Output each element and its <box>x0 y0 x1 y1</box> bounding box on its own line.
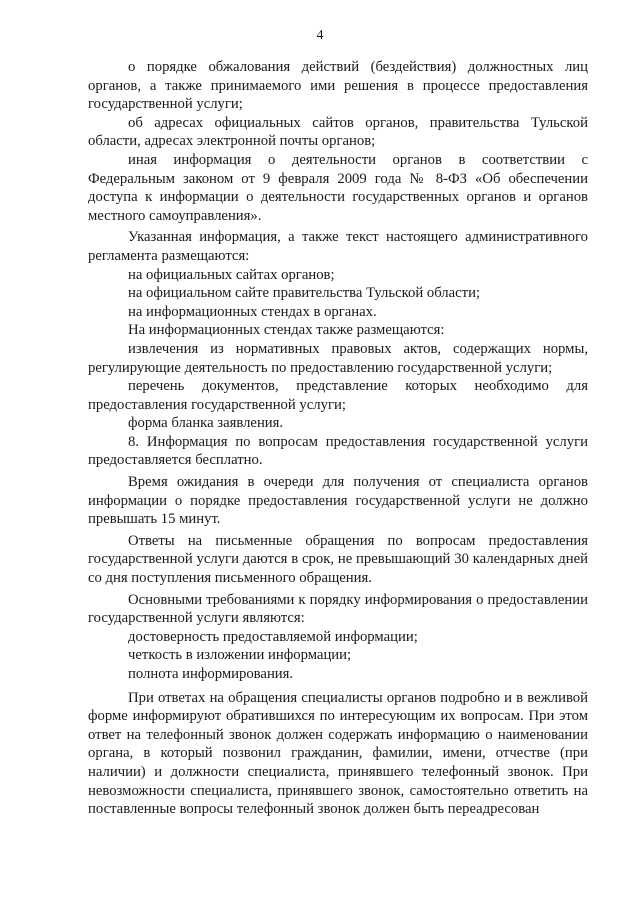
paragraph: о порядке обжалования действий (бездействия) должностных лиц органов, а также принимаемого ими решения в процессе предоставления государственной услуги; <box>88 59 588 113</box>
paragraph: иная информация о деятельности органов в соответствии с Федеральным законом от 9 февраля 2009 года № 8-ФЗ «Об обеспечении доступа к информации о деятельности государственных органов и органов местного самоуправления». <box>88 151 588 224</box>
paragraph: Указанная информация, а также текст настоящего административного регламента размещаются: <box>88 229 588 264</box>
document-body <box>88 58 588 819</box>
paragraph: на официальном сайте правительства Тульской области; <box>128 285 481 302</box>
paragraph: При ответах на обращения специалисты органов подробно и в вежливой форме информируют обратившихся по интересующим их вопросам. При этом ответ на телефонный звонок должен содержать информацию о наименовании органа, в который позвонил гражданин, фамилии, имени, отчестве (при наличии) и должности специалиста, принявшего телефонный звонок. При невозможности специалиста, принявшего звонок, самостоятельно ответить на поставленные вопросы телефонный звонок должен быть переадресован <box>88 689 588 818</box>
paragraph: на официальных сайтах органов; <box>128 266 335 283</box>
paragraph: об адресах официальных сайтов органов, правительства Тульской области, адресах электронной почты органов; <box>88 114 588 150</box>
paragraph: извлечения из нормативных правовых актов, содержащих нормы, регулирующие деятельность по предоставлению государственной услуги; <box>88 340 588 376</box>
paragraph: на информационных стендах в органах. <box>128 303 377 320</box>
paragraph: полнота информирования. <box>128 666 294 682</box>
page-number: 4 <box>316 28 324 43</box>
paragraph: Ответы на письменные обращения по вопросам предоставления государственной услуги даются в срок, не превышающий 30 календарных дней со дня поступления письменного обращения. <box>88 532 588 587</box>
paragraph: перечень документов, представление которых необходимо для предоставления государственной услуги; <box>88 378 588 413</box>
paragraph: Основными требованиями к порядку информирования о предоставлении государственной услуги являются: <box>88 591 588 627</box>
paragraph: 8. Информация по вопросам предоставления государственной услуги предоставляется бесплатно. <box>88 433 588 469</box>
paragraph: форма бланка заявления. <box>128 415 284 432</box>
paragraph: достоверность предоставляемой информации; <box>128 628 418 645</box>
paragraph: Время ожидания в очереди для получения от специалиста органов информации о порядке предоставления государственной услуги не должно превышать 15 минут. <box>88 474 588 528</box>
paragraph: четкость в изложении информации; <box>128 647 352 664</box>
paragraph: На информационных стендах также размещаются: <box>128 322 445 339</box>
